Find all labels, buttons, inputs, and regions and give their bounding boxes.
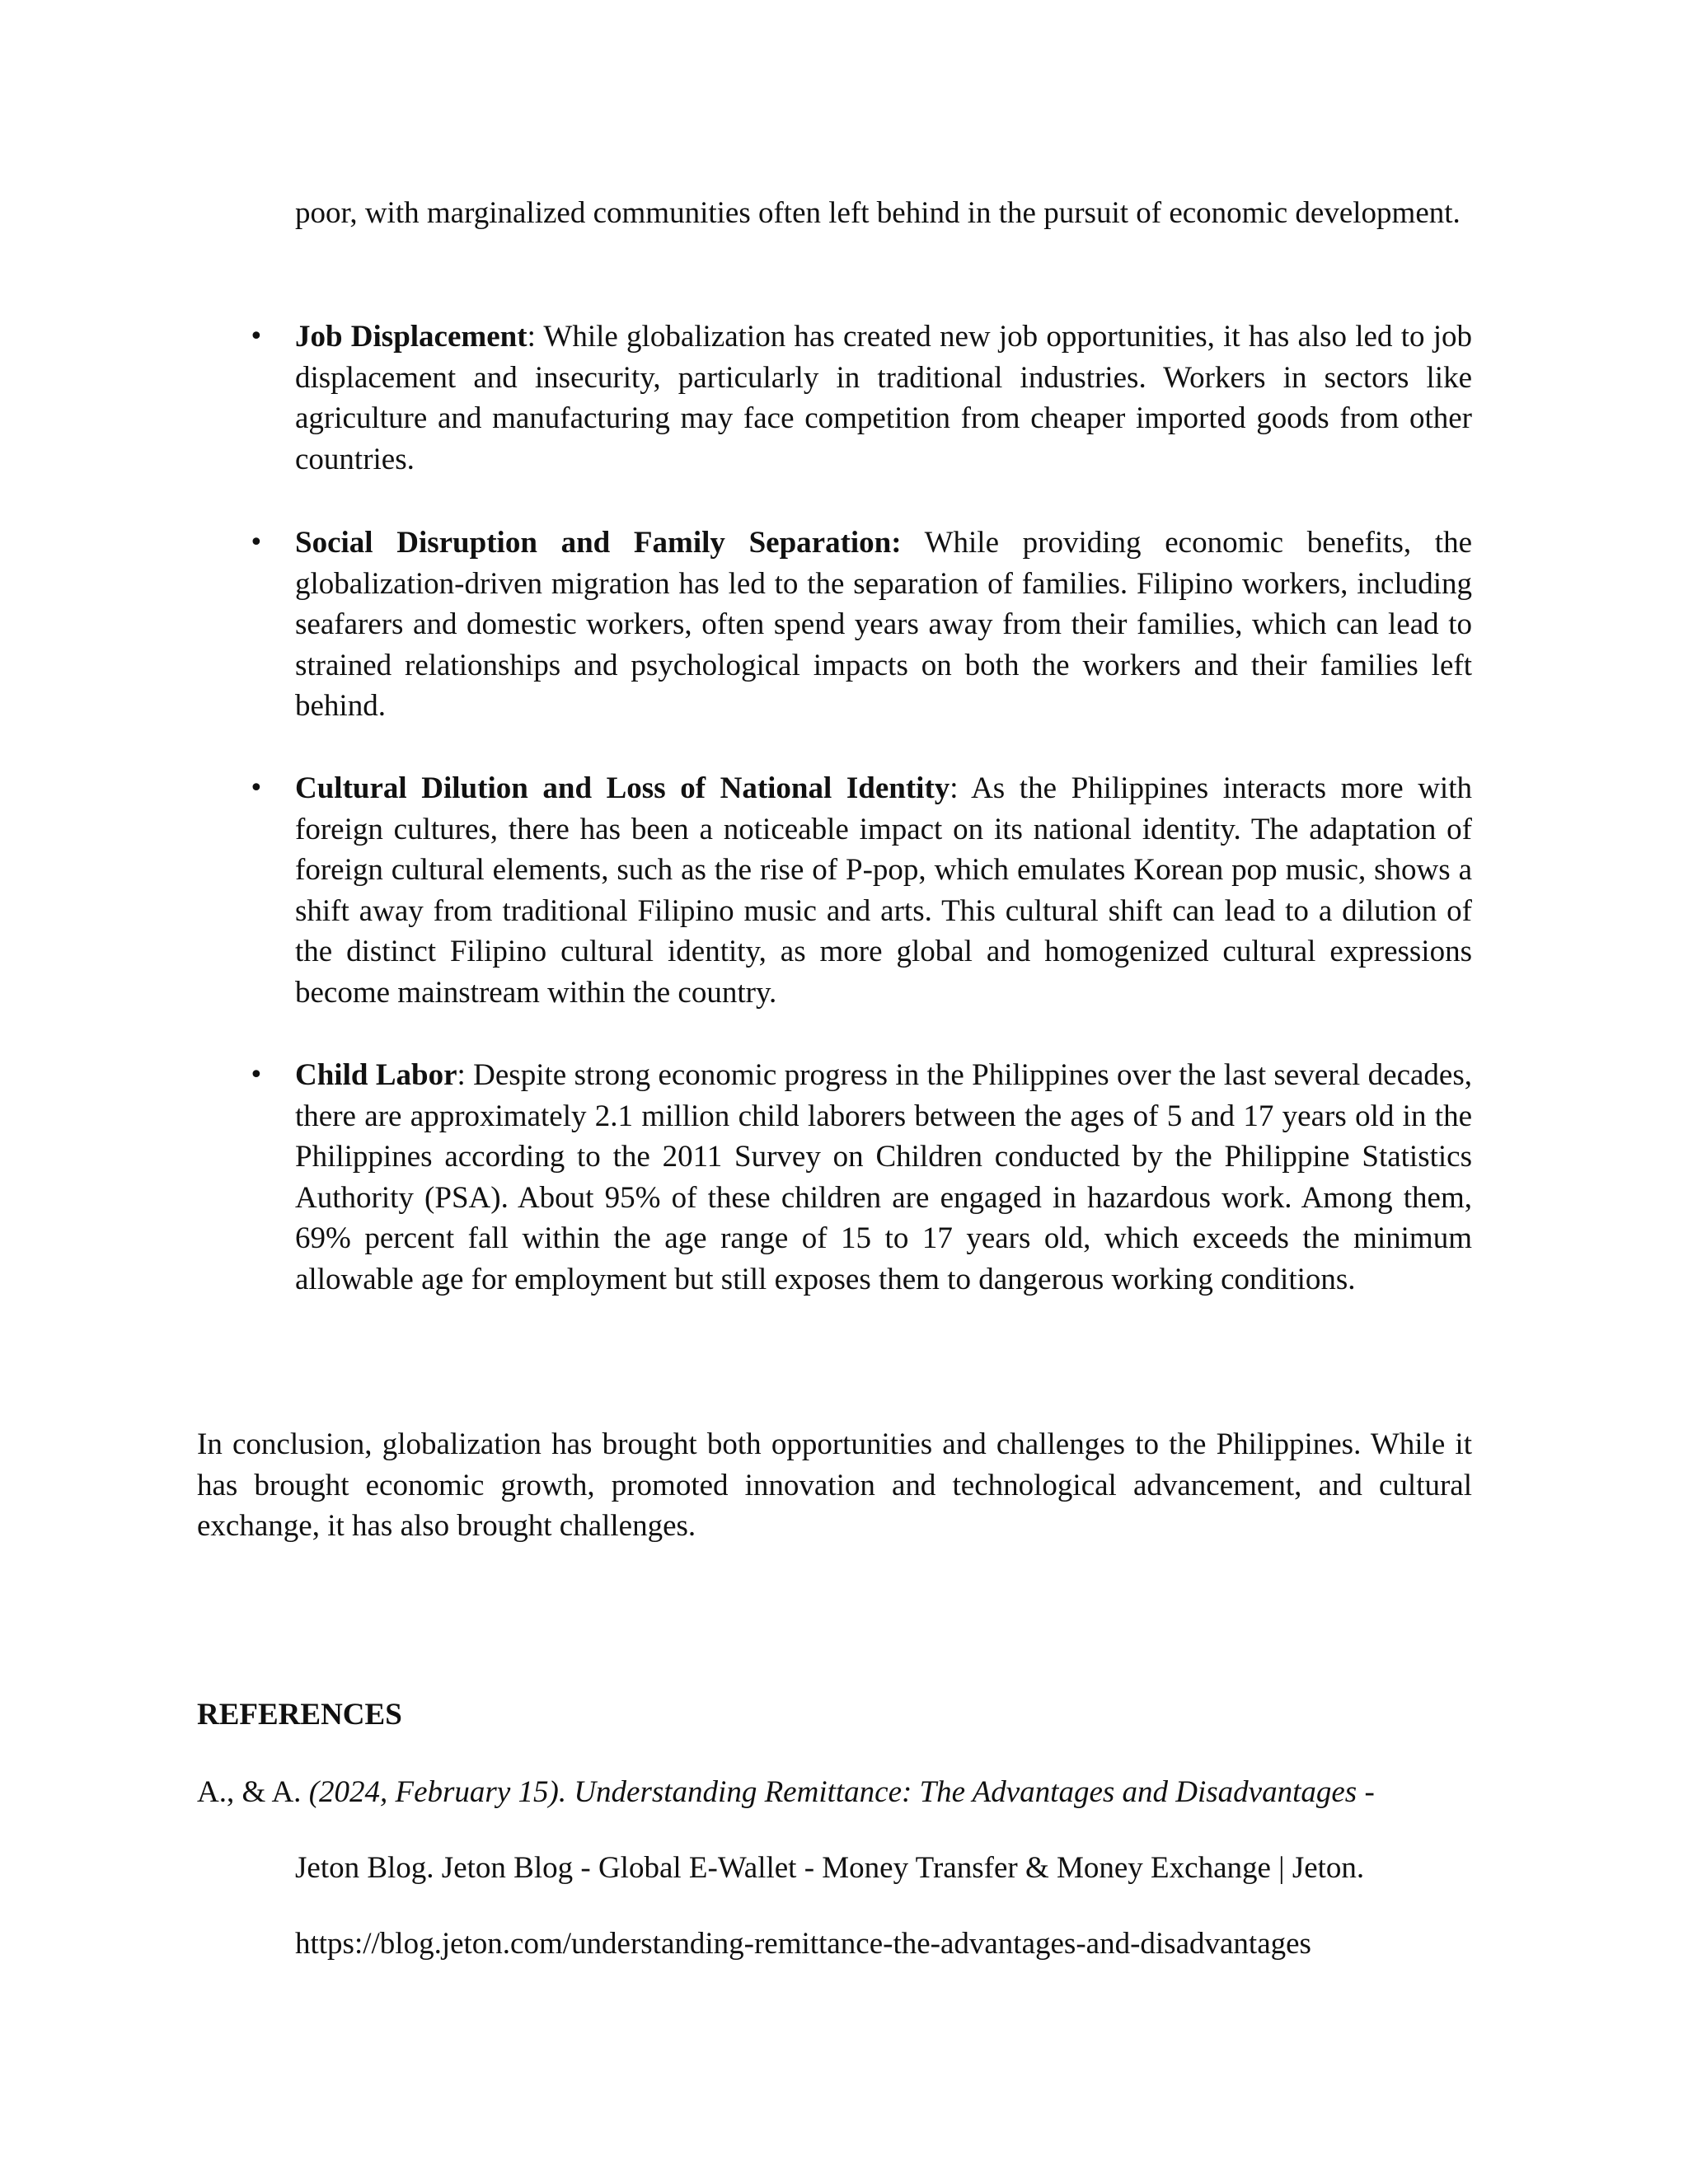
bullet-separator: : (457, 1058, 466, 1092)
bullet-icon: • (249, 1061, 264, 1090)
bullet-term: Job Displacement (295, 320, 528, 354)
reference-title: (2024, February 15). Understanding Remittance: The Advantages and Disadvantages (308, 1775, 1357, 1809)
bullet-icon: • (249, 528, 264, 557)
bullet-term: Social Disruption and Family Separation: (295, 526, 902, 560)
bullet-term: Child Labor (295, 1058, 457, 1092)
bullet-text: While providing economic benefits, the globalization-driven migration has led to the separation of families. Filipino workers, including seafarers and domestic workers, often spend years away from their families, which can lead to strained relationships and psychological impacts on both the workers and their families left behind. (295, 526, 1472, 724)
list-item (249, 523, 1472, 727)
continuation-paragraph: poor, with marginalized communities often left behind in the pursuit of economic development. (295, 196, 1461, 230)
bullet-text: While globalization has created new job opportunities, it has also led to job displacement and insecurity, particularly in traditional industries. Workers in sectors like agriculture and manufacturing may face competition from cheaper imported goods from other countries. (295, 320, 1472, 476)
bullet-term: Cultural Dilution and Loss of National Identity (295, 771, 950, 805)
bullet-icon: • (249, 322, 264, 351)
bullet-separator: : (950, 771, 959, 805)
bullet-separator: : (527, 320, 536, 354)
references-heading: REFERENCES (197, 1698, 402, 1732)
reference-authors: A., & A. (197, 1775, 309, 1809)
list-item (249, 768, 1472, 1014)
reference-entry-line-1 (197, 1772, 1375, 1813)
reference-url: https://blog.jeton.com/understanding-remittance-the-advantages-and-disadvantages (295, 1927, 1311, 1961)
list-item (249, 316, 1472, 480)
list-item (249, 1055, 1472, 1301)
reference-entry-line-2: Jeton Blog. Jeton Blog - Global E-Wallet - Money Transfer & Money Exchange | Jeton. (295, 1851, 1365, 1885)
conclusion-paragraph: In conclusion, globalization has brought both opportunities and challenges to the Philippines. While it has brought economic growth, promoted innovation and technological advancement, and cultural exchange, it has also brought challenges. (197, 1427, 1472, 1544)
reference-dash: - (1357, 1775, 1375, 1809)
bullet-icon: • (249, 774, 264, 803)
bullet-text: Despite strong economic progress in the Philippines over the last several decades, there are approximately 2.1 million child laborers between the ages of 5 and 17 years old in the Philippines according to the 2011 Survey on Children conducted by the Philippine Statistics Authority (PSA). About 95% of these children are engaged in hazardous work. Among them, 69% percent fall within the age range of 15 to 17 years old, which exceeds the minimum allowable age for employment but still exposes them to dangerous working conditions. (295, 1058, 1472, 1296)
bullet-text: As the Philippines interacts more with foreign cultures, there has been a noticeable impact on its national identity. The adaptation of foreign cultural elements, such as the rise of P-pop, which emulates Korean pop music, shows a shift away from traditional Filipino music and arts. This cultural shift can lead to a dilution of the distinct Filipino cultural identity, as more global and homogenized cultural expressions become mainstream within the country. (295, 771, 1472, 1010)
